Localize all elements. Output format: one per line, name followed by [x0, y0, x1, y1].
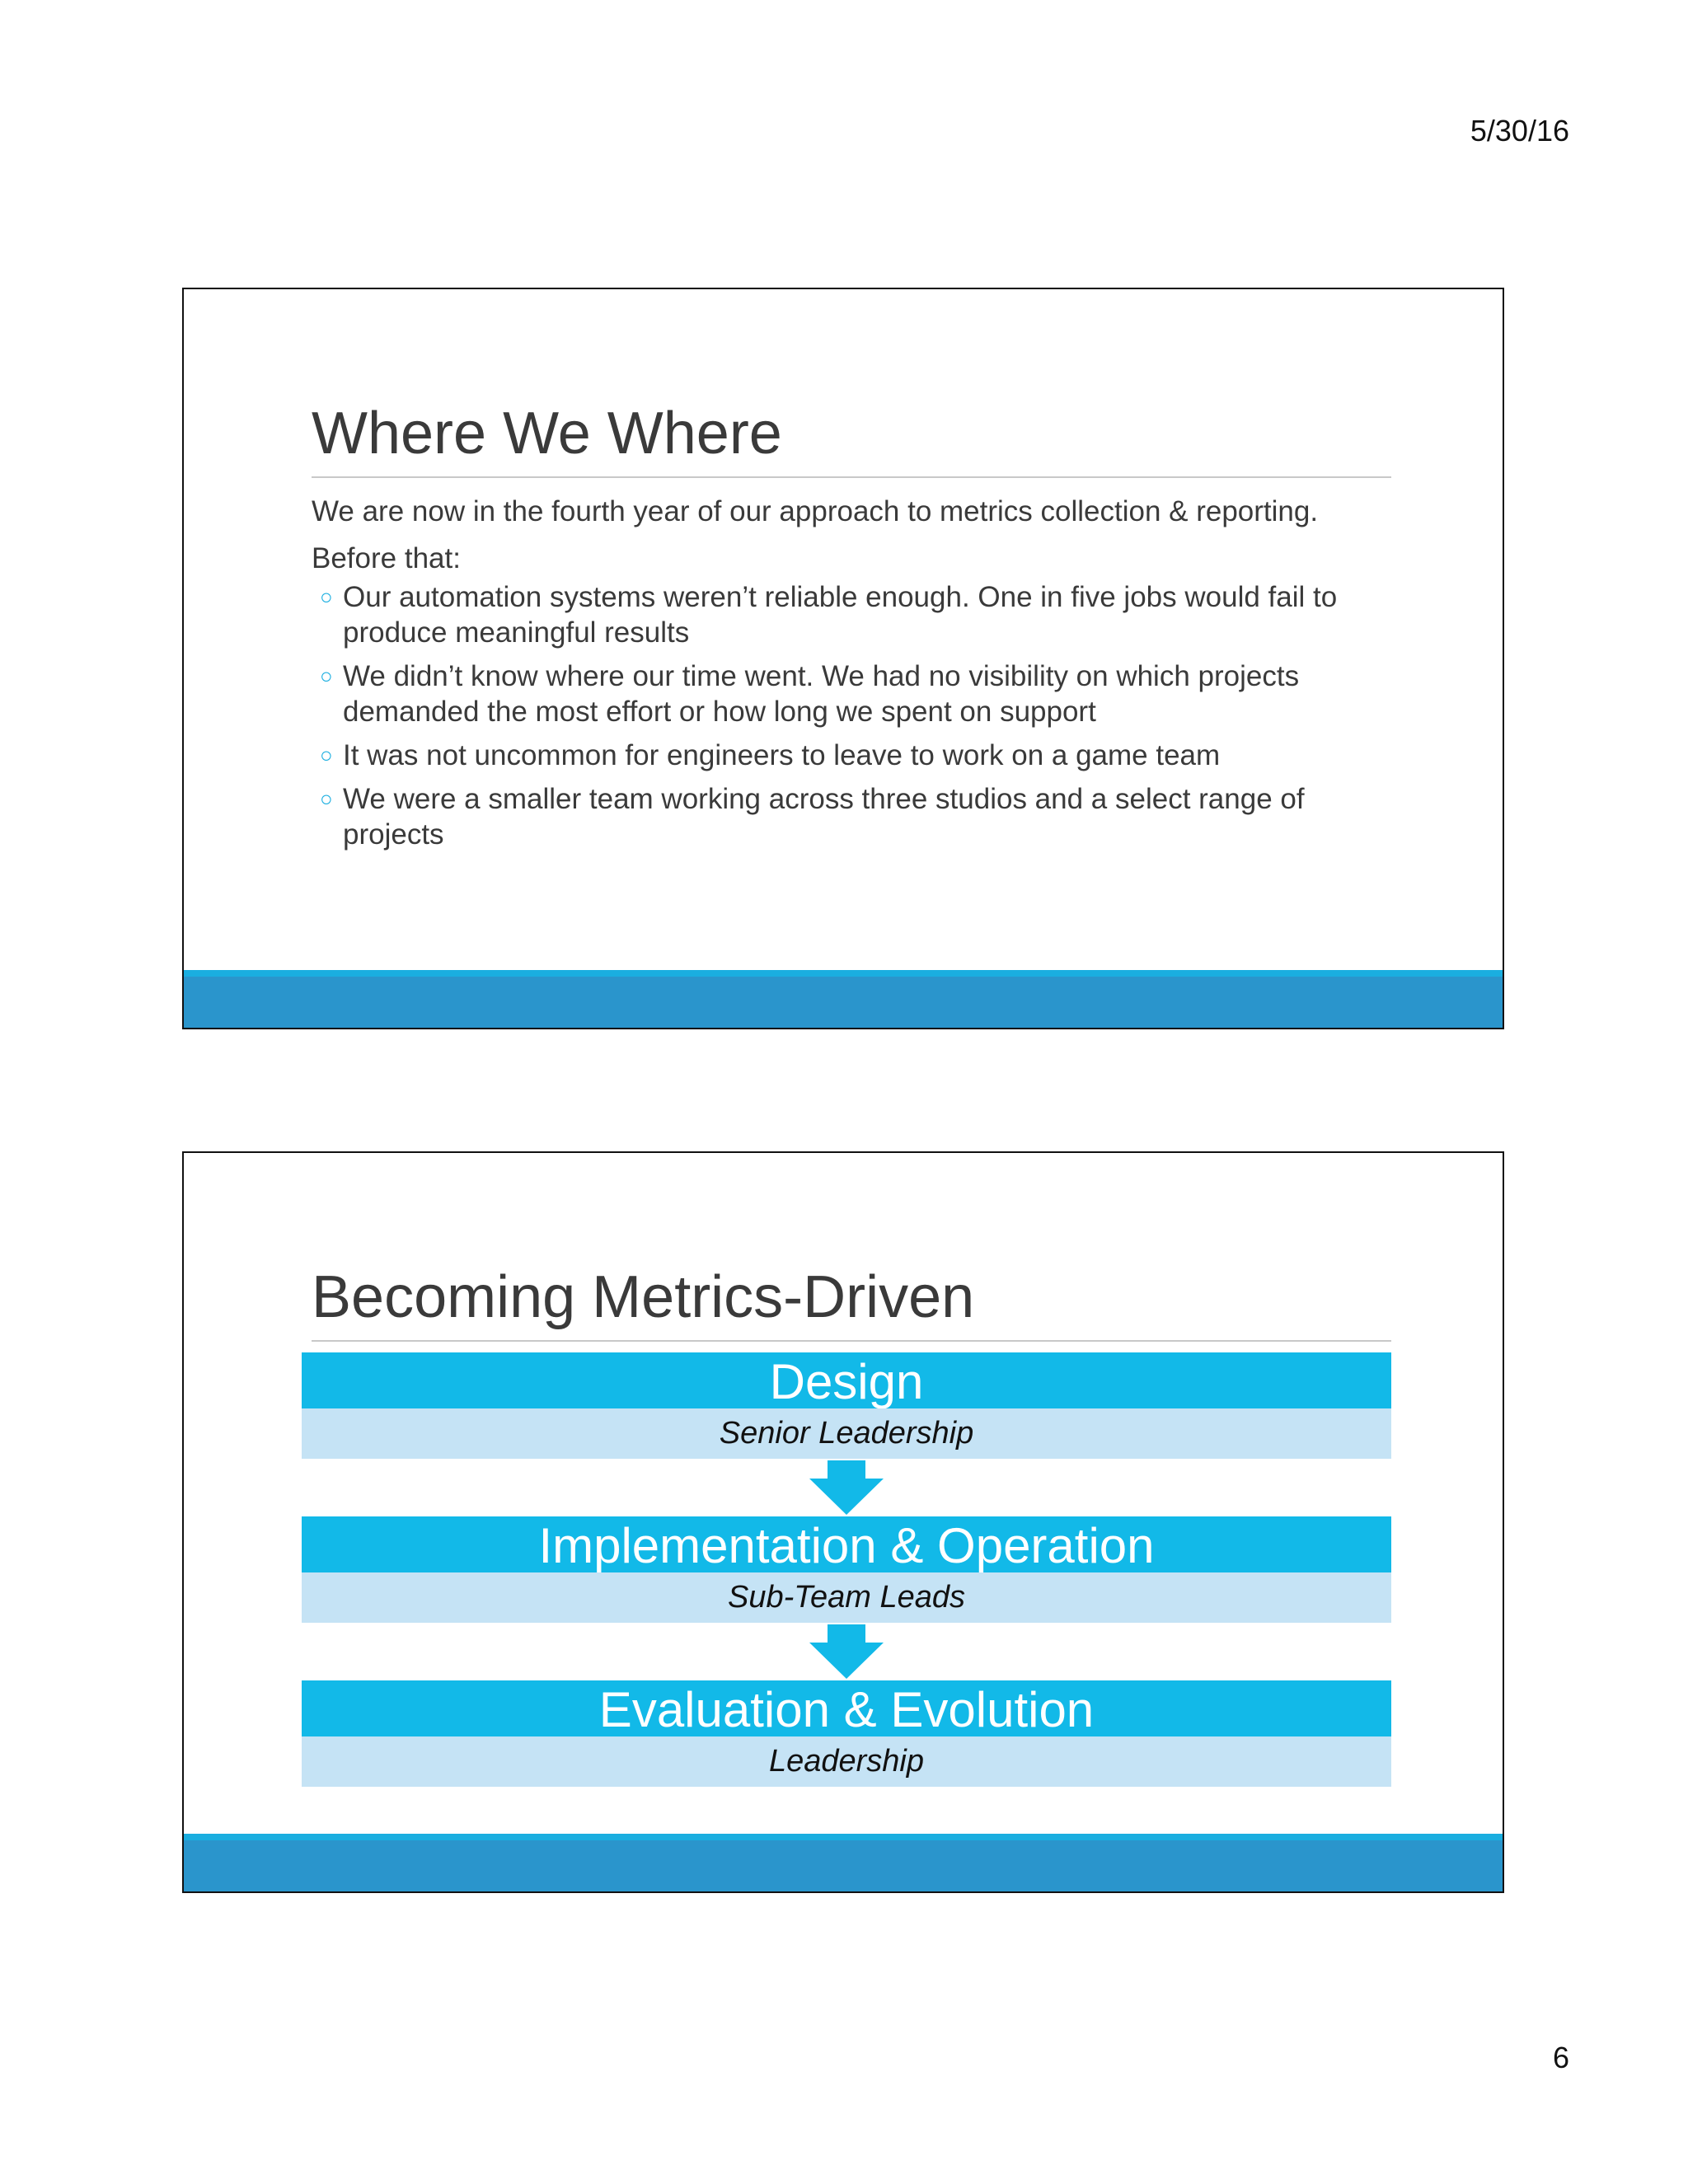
page-date: 5/30/16	[1470, 114, 1569, 148]
footer-bar	[184, 977, 1503, 1028]
page-number: 6	[1552, 2041, 1569, 2074]
stage-subtitle: Leadership	[302, 1736, 1391, 1787]
flow-stage	[302, 1516, 1391, 1623]
slide-body	[312, 494, 1400, 860]
list-item-text: We didn’t know where our time went. We had no visibility on which projects demanded the most effort or how long we spent on support	[343, 660, 1300, 728]
list-item-text: We were a smaller team working across three studios and a select range of projects	[343, 783, 1305, 851]
slide-becoming-metrics-driven	[182, 1151, 1504, 1893]
list-item-text: It was not uncommon for engineers to leave to work on a game team	[343, 739, 1221, 771]
slide-title: Becoming Metrics-Driven	[312, 1264, 975, 1330]
down-arrow-icon	[809, 1460, 884, 1515]
process-flow	[302, 1352, 1391, 1787]
stage-subtitle: Senior Leadership	[302, 1408, 1391, 1459]
footer-accent-line	[184, 1834, 1503, 1840]
circle-bullet-icon: ○	[320, 743, 333, 767]
bullet-list	[312, 579, 1400, 852]
footer-bar	[184, 1840, 1503, 1891]
paragraph: We are now in the fourth year of our approach to metrics collection & reporting.	[312, 495, 1319, 527]
flow-stage	[302, 1680, 1391, 1787]
flow-connector	[302, 1623, 1391, 1680]
list-item	[312, 579, 1400, 650]
slide-where-we-where	[182, 288, 1504, 1029]
flow-connector	[302, 1459, 1391, 1516]
footer-accent-line	[184, 970, 1503, 977]
stage-title: Evaluation & Evolution	[302, 1680, 1391, 1736]
stage-title: Implementation & Operation	[302, 1516, 1391, 1572]
title-divider	[312, 476, 1391, 478]
list-item-text: Our automation systems weren’t reliable enough. One in five jobs would fail to produce meaningful results	[343, 581, 1338, 649]
slide-title: Where We Where	[312, 401, 782, 466]
circle-bullet-icon: ○	[320, 786, 333, 811]
list-item	[312, 781, 1400, 852]
list-item	[312, 738, 1400, 773]
flow-stage	[302, 1352, 1391, 1459]
circle-bullet-icon: ○	[320, 584, 333, 609]
list-item	[312, 658, 1400, 729]
circle-bullet-icon: ○	[320, 663, 333, 688]
title-divider	[312, 1340, 1391, 1342]
stage-title: Design	[302, 1352, 1391, 1408]
stage-subtitle: Sub-Team Leads	[302, 1572, 1391, 1623]
paragraph: Before that:	[312, 542, 461, 574]
down-arrow-icon	[809, 1624, 884, 1679]
